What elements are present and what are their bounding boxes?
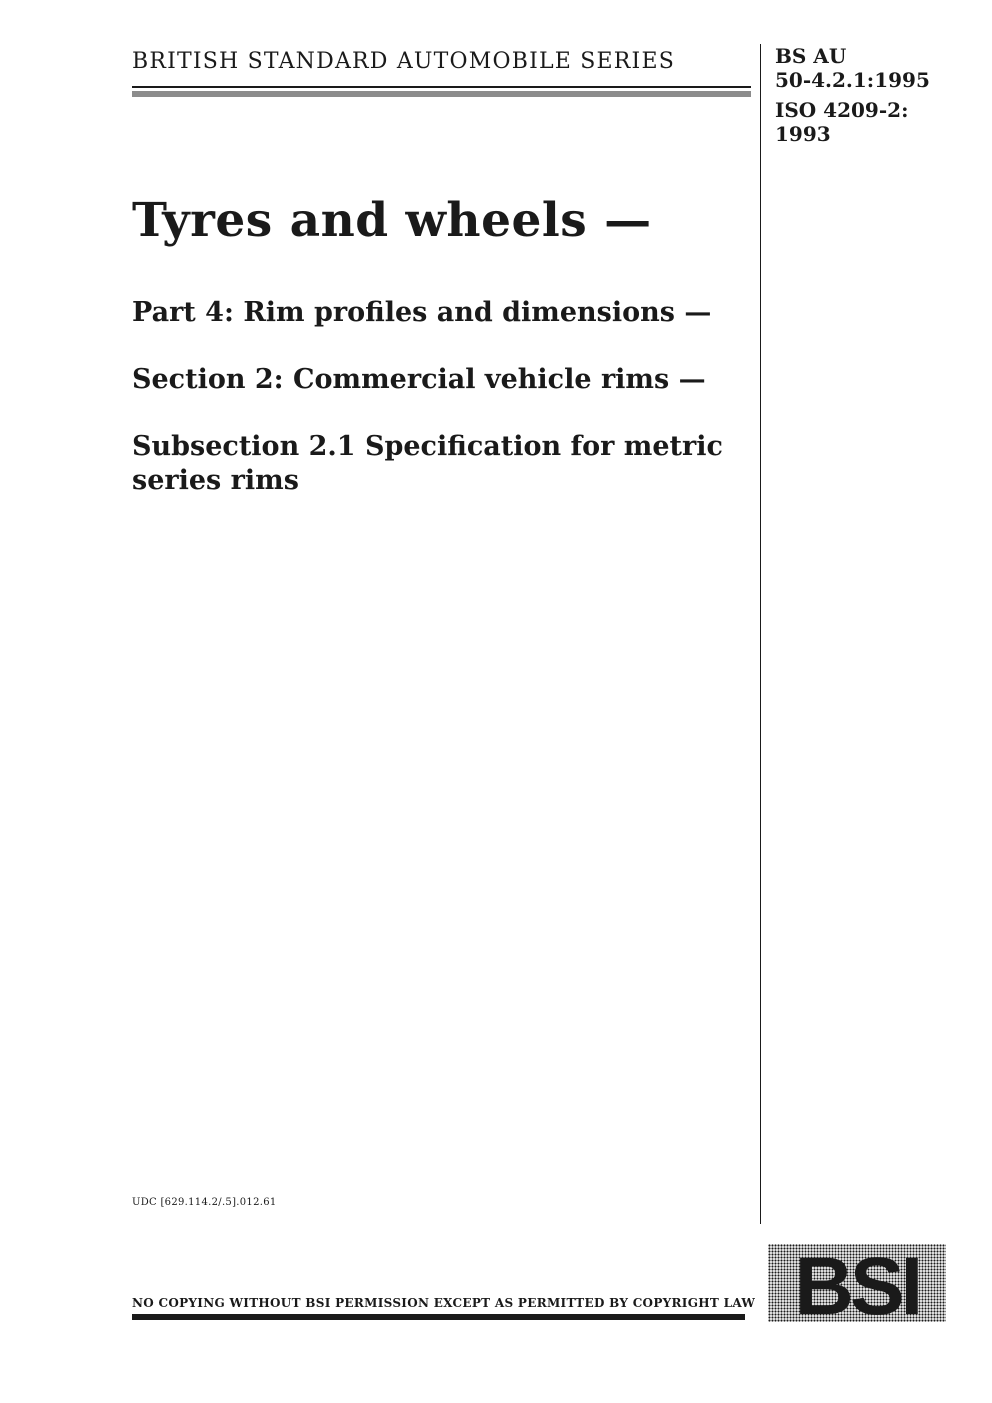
main-title: Tyres and wheels — — [132, 193, 652, 248]
section-title: Section 2: Commercial vehicle rims — — [132, 364, 706, 395]
part-title: Part 4: Rim profiles and dimensions — — [132, 297, 712, 328]
iso-number-prefix: ISO 4209-2: — [775, 98, 909, 122]
bsi-logo — [768, 1244, 946, 1322]
series-title: BRITISH STANDARD AUTOMOBILE SERIES — [132, 49, 675, 74]
iso-year: 1993 — [775, 122, 831, 146]
copyright-notice: NO COPYING WITHOUT BSI PERMISSION EXCEPT AS PERMITTED BY COPYRIGHT LAW — [132, 1296, 756, 1310]
udc-code: UDC [629.114.2/.5].012.61 — [132, 1197, 277, 1208]
copyright-rule — [132, 1314, 745, 1320]
bsi-logo-text: BSI — [794, 1244, 920, 1322]
subsection-title: Subsection 2.1 Specification for metric series rims — [132, 431, 723, 496]
header-rule-thick — [132, 91, 751, 97]
bs-number: 50-4.2.1:1995 — [775, 68, 930, 92]
standard-number-block — [775, 44, 965, 146]
vertical-divider — [760, 44, 761, 1224]
bs-number-prefix: BS AU — [775, 44, 847, 68]
header-rule-thin — [132, 86, 751, 88]
